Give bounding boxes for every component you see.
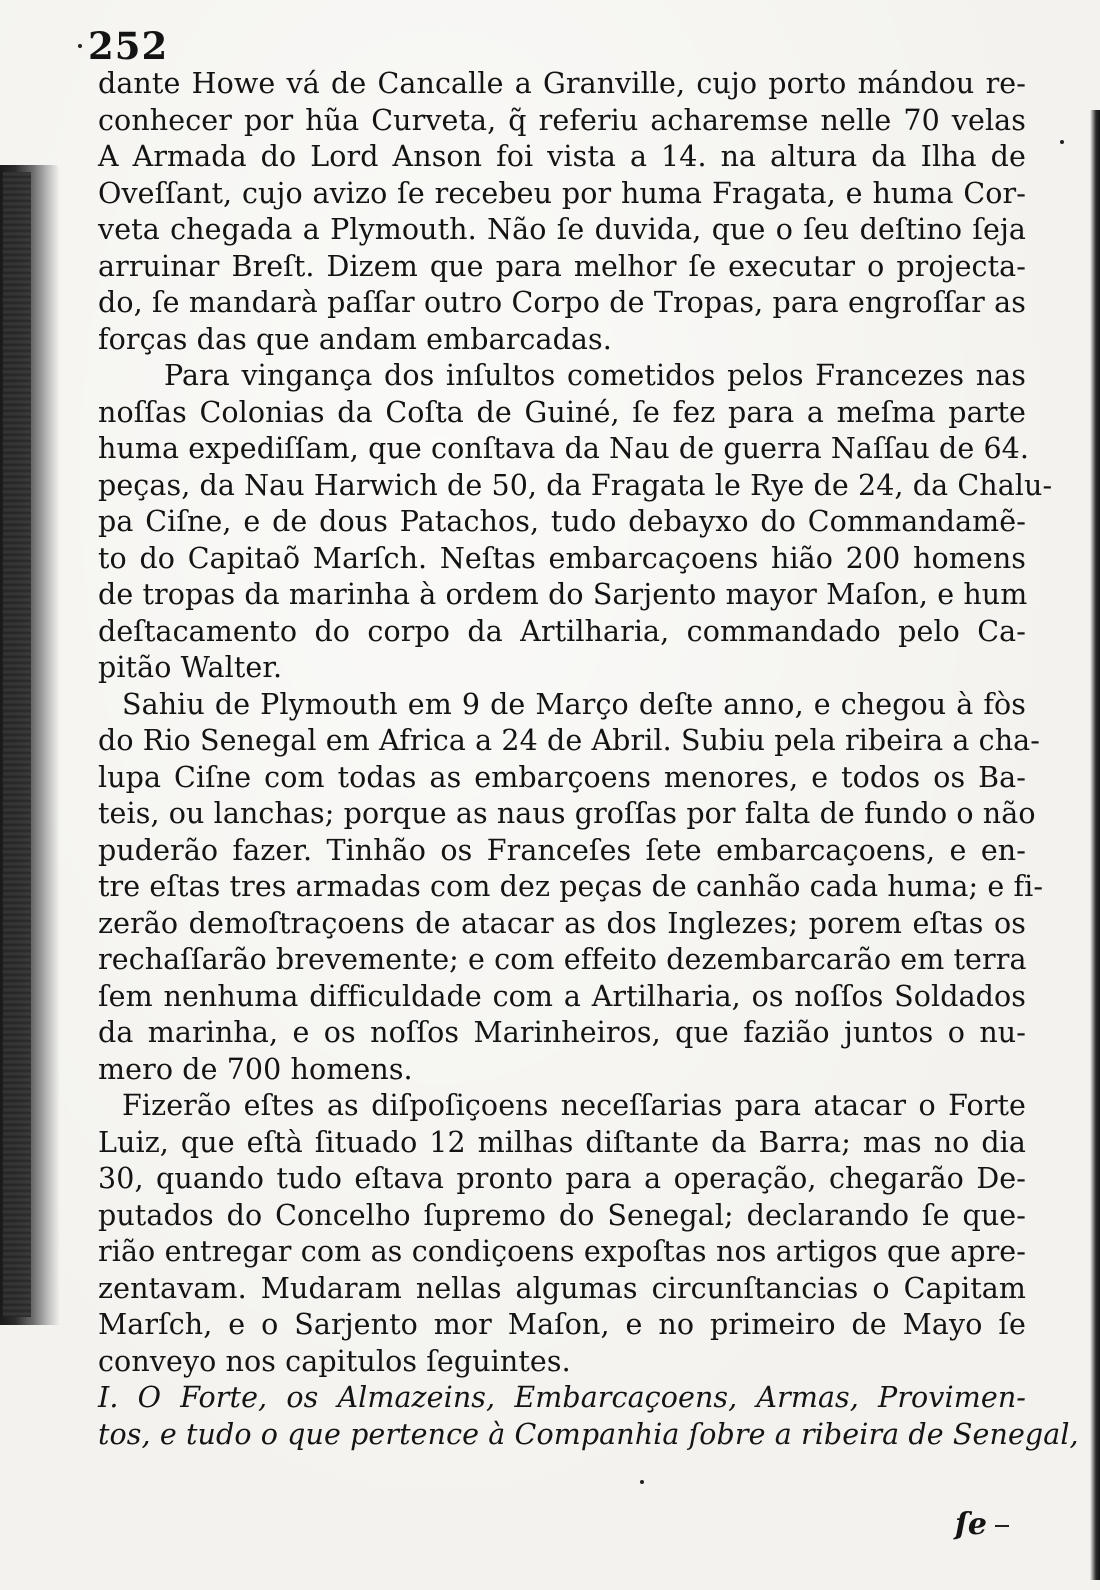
text-line: puderão fazer. Tinhão os Franceſes ſete embarcaçoens, e en- xyxy=(98,833,1026,867)
text-line: rechaſſarão brevemente; e com effeito dezembarcarão em terra xyxy=(98,943,1027,976)
text-line: Marſch, e o Sarjento mor Maſon, e no primeiro de Mayo ſe xyxy=(98,1308,1026,1341)
text-line: huma expediſſam, que conſtava da Nau de guerra Naſſau de 64. xyxy=(98,432,1030,465)
paragraph-start: Fizerão eſtes as diſpoſiçoens neceſſarias para atacar o Forte xyxy=(122,1089,1026,1122)
text-line: da marinha, e os noſſos Marinheiros, que fazião juntos o nu- xyxy=(98,1016,1026,1049)
text-line: veta chegada a Plymouth. Não ſe duvida, que o ſeu deſtino ſeja xyxy=(98,213,1026,246)
catchword-dash xyxy=(995,1525,1009,1527)
text-line: zentavam. Mudaram nellas algumas circunſtancias o Capitam xyxy=(98,1271,1026,1305)
text-line: rião entregar com as condiçoens expoſtas nos artigos que apre- xyxy=(98,1235,1026,1268)
right-page-edge xyxy=(1090,110,1100,1580)
text-line: Oveſſant, cujo avizo ſe recebeu por huma Fragata, e huma Cor- xyxy=(98,176,1026,210)
article-start: I. O Forte, os Almazeins, Embarcaçoens, Armas, Provimen- xyxy=(98,1381,1026,1414)
text-line: pitão Walter. xyxy=(98,651,283,684)
text-line: arruinar Breſt. Dizem que para melhor ſe executar o projecta- xyxy=(98,249,1026,283)
text-line: conhecer por hũa Curveta, q̃ referiu acharemse nelle 70 velas xyxy=(98,103,1026,137)
text-line: noſſas Colonias da Coſta de Guiné, ſe fez para a meſma parte xyxy=(98,395,1026,429)
text-line: pa Ciſne, e de dous Patachos, tudo debayxo do Commandamẽ- xyxy=(98,505,1026,538)
text-line: de tropas da marinha à ordem do Sarjento mayor Maſon, e hum xyxy=(98,578,1028,611)
body-text xyxy=(98,66,1079,1453)
text-line: deſtacamento do corpo da Artilharia, commandado pelo Ca- xyxy=(98,614,1026,648)
ink-speck xyxy=(640,1480,644,1484)
text-line: do Rio Senegal em Africa a 24 de Abril. Subiu pela ribeira a cha- xyxy=(98,724,1041,757)
text-line: ſem nenhuma difficuldade com a Artilharia, os noſſos Soldados xyxy=(98,979,1026,1013)
text-line: teis, ou lanchas; porque as naus groſſas por falta de fundo o não xyxy=(98,797,1036,830)
text-line: Luiz, que eſtà ſituado 12 milhas diſtante da Barra; mas no dia xyxy=(98,1125,1026,1159)
ink-speck xyxy=(78,44,82,48)
text-line: conveyo nos capitulos ſeguintes. xyxy=(98,1344,571,1378)
text-line: tre eſtas tres armadas com dez peças de canhão cada huma; e fi- xyxy=(98,870,1044,903)
left-binding-edge xyxy=(3,172,31,1317)
text-line: 30, quando tudo eſtava pronto para a operação, chegarão De- xyxy=(98,1162,1026,1195)
ink-speck xyxy=(1060,140,1064,144)
text-line: putados do Concelho ſupremo do Senegal; declarando ſe que- xyxy=(98,1198,1026,1232)
text-line: mero de 700 homens. xyxy=(98,1052,413,1086)
text-line: lupa Ciſne com todas as embarçoens menores, e todos os Ba- xyxy=(98,760,1026,794)
text-line: peças, da Nau Harwich de 50, da Fragata le Rye de 24, da Chalu- xyxy=(98,468,1053,502)
text-line: do, ſe mandarà paſſar outro Corpo de Tropas, para engroſſar as xyxy=(98,286,1026,319)
text-line: tos, e tudo o que pertence à Companhia ſobre a ribeira de Senegal, xyxy=(98,1417,1079,1451)
text-line: dante Howe vá de Cancalle a Granville, cujo porto mándou re- xyxy=(98,67,1026,100)
text-line: to do Capitaõ Marſch. Neſtas embarcaçoens hião 200 homens xyxy=(98,541,1026,575)
text-line: A Armada do Lord Anson foi vista a 14. na altura da Ilha de xyxy=(98,140,1026,173)
catchword: ſe xyxy=(955,1507,987,1542)
text-line: forças das que andam embarcadas. xyxy=(98,322,612,356)
page-number: 252 xyxy=(88,24,169,68)
paragraph-start: Sahiu de Plymouth em 9 de Março deſte anno, e chegou à fòs xyxy=(122,687,1026,721)
paragraph-start: Para vingança dos inſultos cometidos pelos Francezes nas xyxy=(164,359,1026,392)
text-line: zerão demoſtraçoens de atacar as dos Inglezes; porem eſtas os xyxy=(98,906,1026,940)
